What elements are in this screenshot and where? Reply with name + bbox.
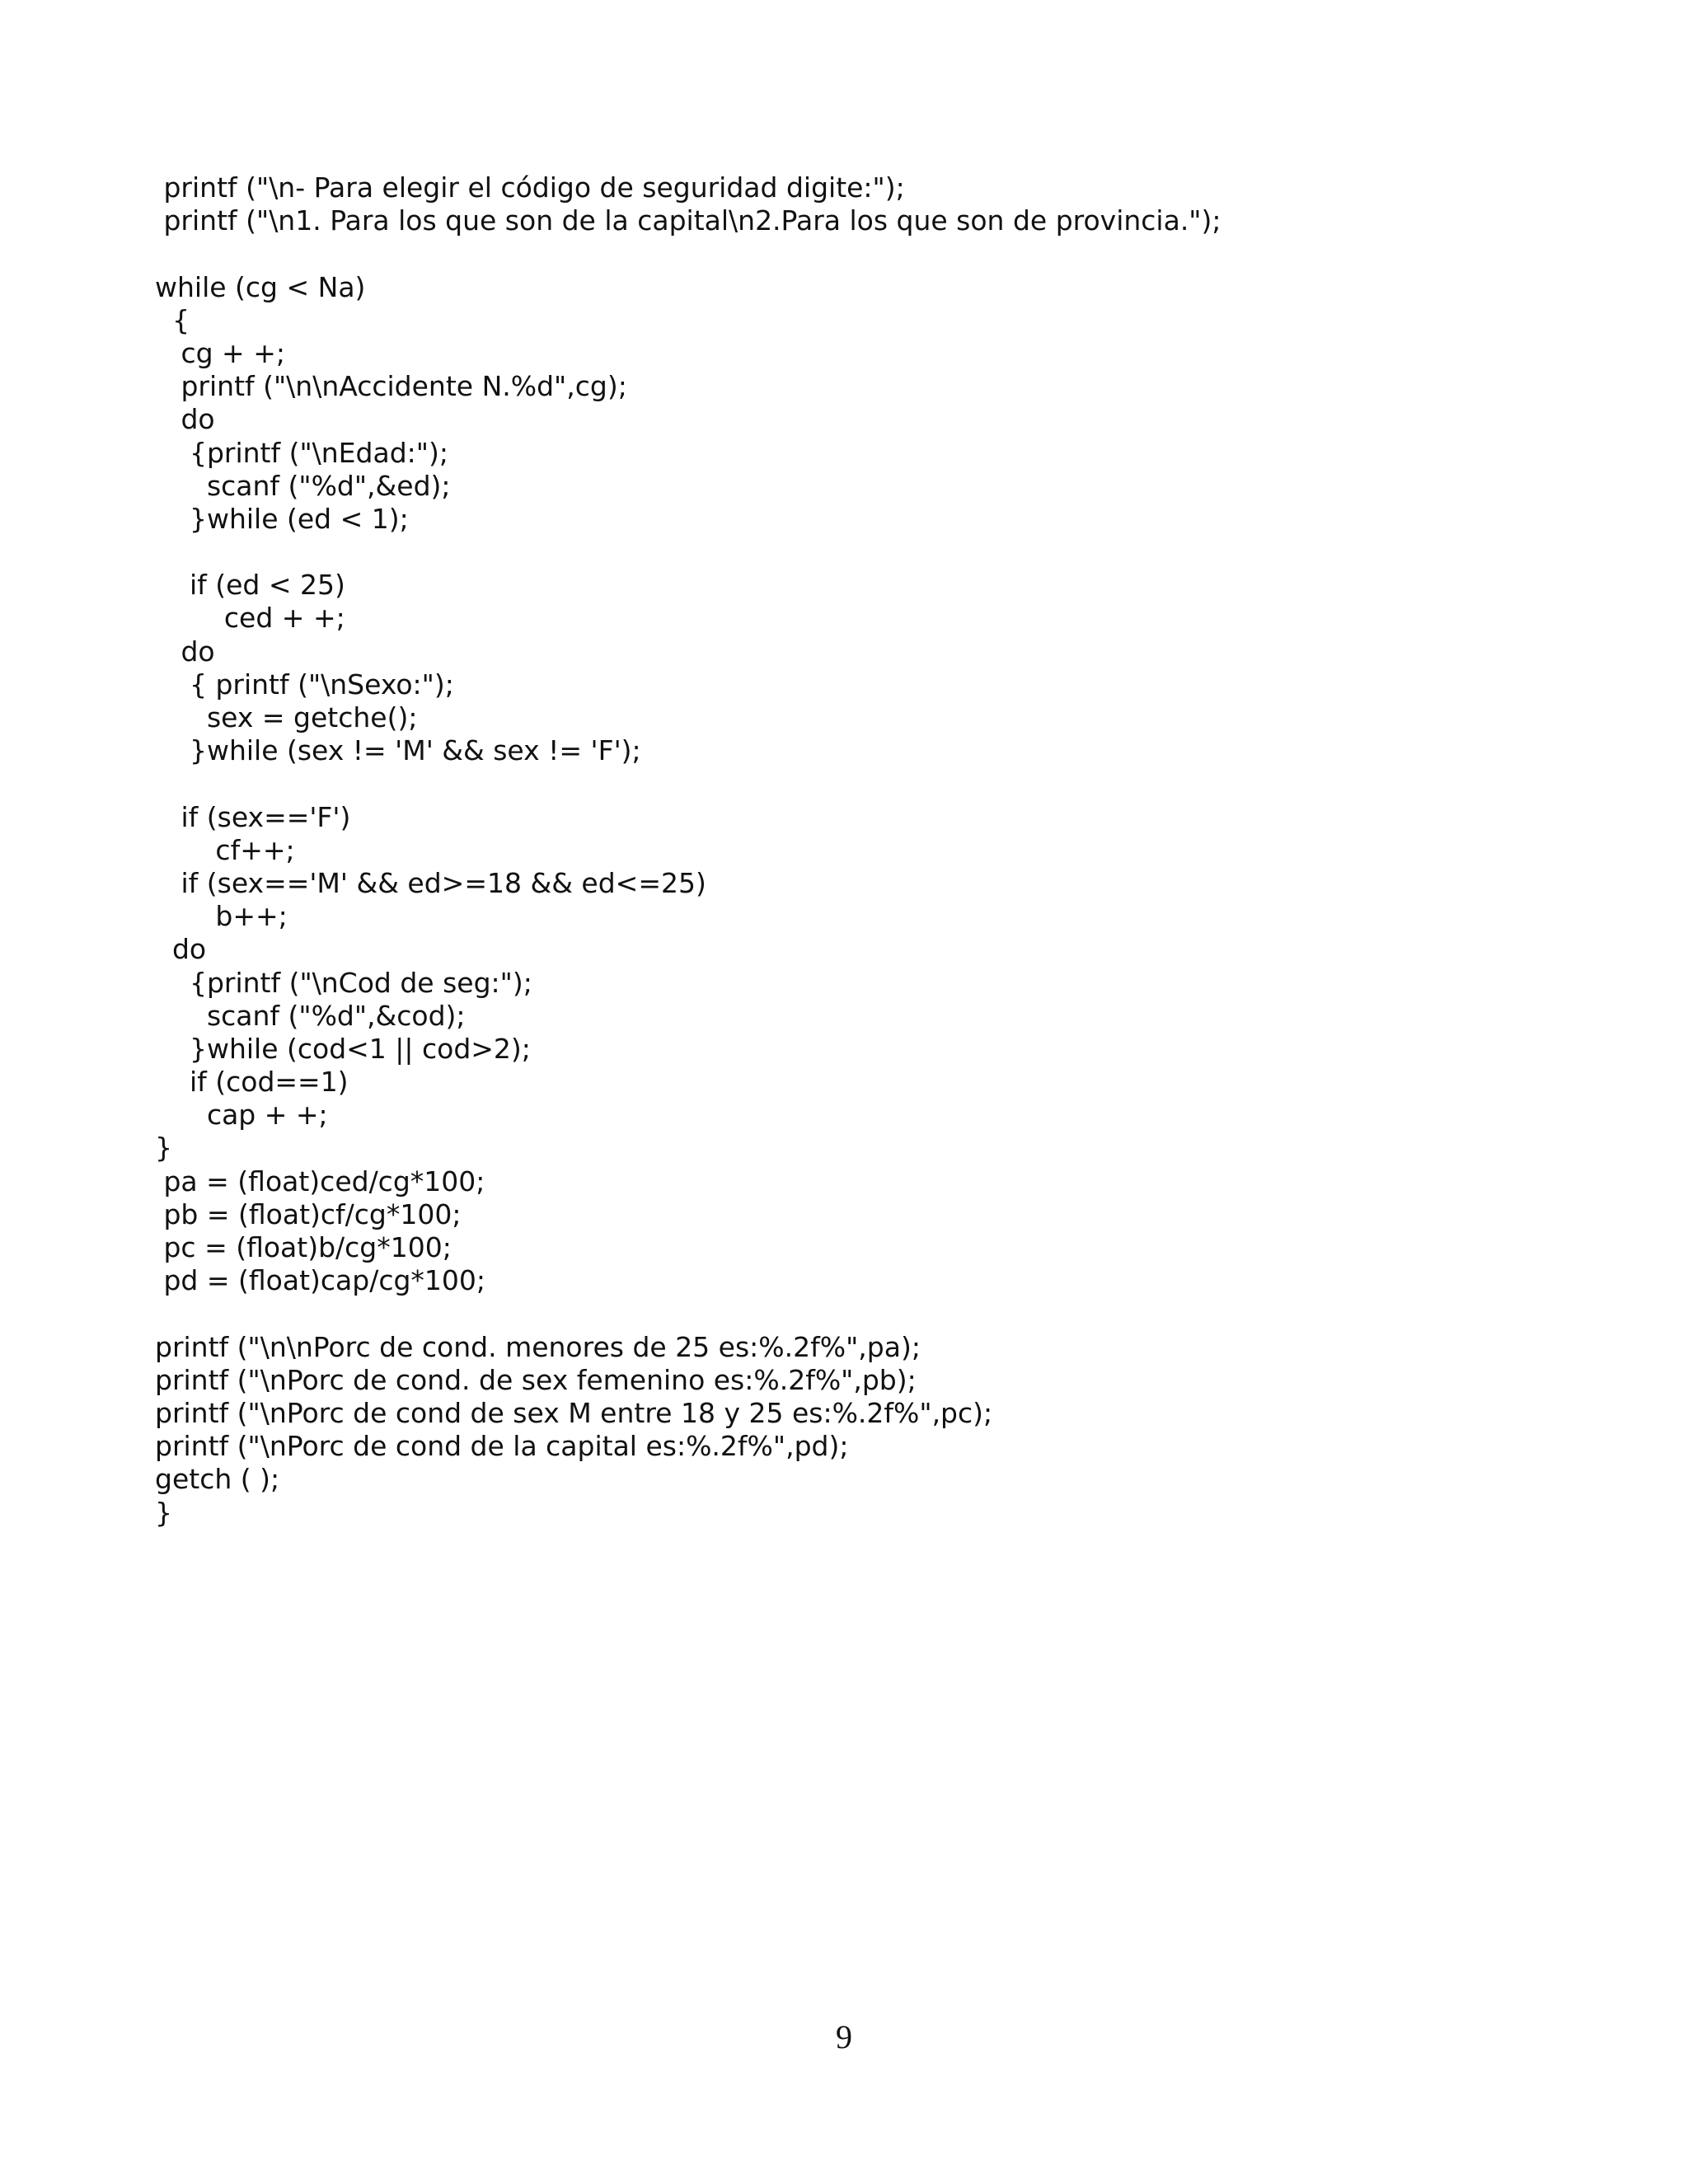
code-line: } [155, 1496, 172, 1529]
code-line: {printf ("\nCod de seg:"); [155, 966, 532, 999]
code-line: printf ("\n\nAccidente N.%d",cg); [155, 370, 627, 403]
code-line: printf ("\nPorc de cond. de sex femenino es:%.2f%",pb); [155, 1363, 917, 1396]
code-line: if (cod==1) [155, 1066, 349, 1099]
code-line: pa = (float)ced/cg*100; [155, 1165, 485, 1197]
code-line: if (ed < 25) [155, 569, 345, 602]
code-line: printf ("\nPorc de cond de sex M entre 18 y 25 es:%.2f%",pc); [155, 1396, 993, 1429]
code-line: printf ("\n\nPorc de cond. menores de 25 es:%.2f%",pa); [155, 1330, 921, 1363]
code-listing [155, 171, 1556, 1530]
page-number: 9 [836, 2018, 852, 2055]
code-line: do [155, 933, 207, 966]
code-line: getch ( ); [155, 1463, 280, 1496]
code-line: scanf ("%d",&ed); [155, 469, 451, 502]
code-line [155, 536, 1556, 569]
code-line: do [155, 403, 215, 436]
code-line: {printf ("\nEdad:"); [155, 436, 448, 469]
code-line [155, 767, 1556, 800]
code-line: pc = (float)b/cg*100; [155, 1231, 452, 1263]
code-line: printf ("\n- Para elegir el código de seguridad digite:"); [155, 171, 905, 204]
code-line: }while (cod<1 || cod>2); [155, 1032, 531, 1065]
code-line: cap + +; [155, 1099, 328, 1132]
code-line [155, 237, 1556, 270]
code-line: cg + +; [155, 336, 285, 369]
code-line: ced + +; [155, 602, 345, 635]
code-line: do [155, 635, 215, 668]
code-line: printf ("\n1. Para los que son de la capital\n2.Para los que son de provincia."); [155, 204, 1221, 237]
code-line: cf++; [155, 833, 295, 866]
code-line: if (sex=='F') [155, 800, 351, 833]
code-line: { printf ("\nSexo:"); [155, 668, 454, 701]
code-line: sex = getche(); [155, 701, 418, 733]
code-line: pb = (float)cf/cg*100; [155, 1197, 462, 1230]
code-line: while (cg < Na) [155, 270, 366, 303]
code-line: { [155, 303, 190, 336]
code-line: b++; [155, 900, 288, 933]
code-line: }while (sex != 'M' && sex != 'F'); [155, 734, 641, 767]
code-line: if (sex=='M' && ed>=18 && ed<=25) [155, 866, 706, 899]
code-line: }while (ed < 1); [155, 502, 409, 535]
code-line: pd = (float)cap/cg*100; [155, 1264, 486, 1297]
code-line: } [155, 1132, 172, 1165]
code-line: printf ("\nPorc de cond de la capital es:%.2f%",pd); [155, 1430, 849, 1463]
code-line: scanf ("%d",&cod); [155, 999, 466, 1032]
code-line [155, 1297, 1556, 1330]
